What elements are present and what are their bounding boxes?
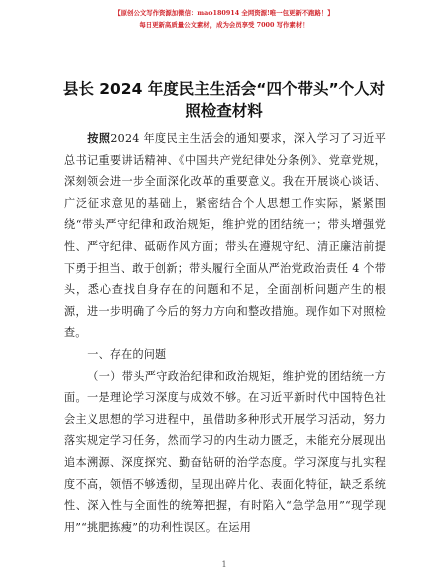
document-title-line2: 照检查材料	[185, 102, 263, 120]
document-title	[52, 78, 396, 122]
intro-paragraph	[64, 128, 386, 344]
document-body	[64, 128, 386, 538]
intro-text: 2024 年度民主生活会的通知要求，深入学习了习近平总书记重要讲话精神、《中国共产党纪律处分条例》、党章党规，深刻领会进一步全面深化改革的重要意义。我在开展谈心谈话、广泛征求意见的基础上，紧密结合个人思想工作实际，紧紧围绕“带头严守纪律和政治规矩，维护党的团结统一；带头增强党性、严守纪律、砥砺作风方面；带头在遵规守纪、清正廉洁前提下勇于担当、敢于创新；带头履行全面从严治党政治责任 4 个带头，悉心查找自身存在的问题和不足，全面剖析问题产生的根源，进一步明确了今后的努力方向和整改措施。现作如下对照检查。	[64, 132, 386, 340]
section-heading: 一、存在的问题	[87, 347, 167, 361]
promo-banner	[0, 8, 448, 30]
promo-banner-line2: 每日更新高质量公文素材，成为会员享受 7000 写作素材！	[139, 21, 309, 29]
subsection-paragraph: （一）带头严守政治纪律和政治规矩，维护党的团结统一方面。一是理论学习深度与成效不够。在习近平新时代中国特色社会主义思想的学习进程中，虽借助多种形式开展学习活动，努力落实规定学习任务，然而学习的内生动力匮乏，未能充分展现出追本溯源、深度探究、勤奋钻研的治学态度。学习深度与扎实程度不高，领悟不够透彻，呈现出碎片化、表面化特征，缺乏系统性、深入性与全面性的统筹把握，有时陷入“急学急用”“现学现用”“挑肥拣瘦”的功利性误区。在运用	[64, 369, 386, 534]
page-number: 1	[221, 560, 227, 569]
document-title-line1: 县长 2024 年度民主生活会“四个带头”个人对	[62, 80, 386, 98]
promo-banner-line1: 【原创公文写作资源加微信：mao180914 全网资源!唯一包更新不跑路！】	[114, 9, 334, 17]
intro-lead: 按照	[87, 132, 111, 145]
